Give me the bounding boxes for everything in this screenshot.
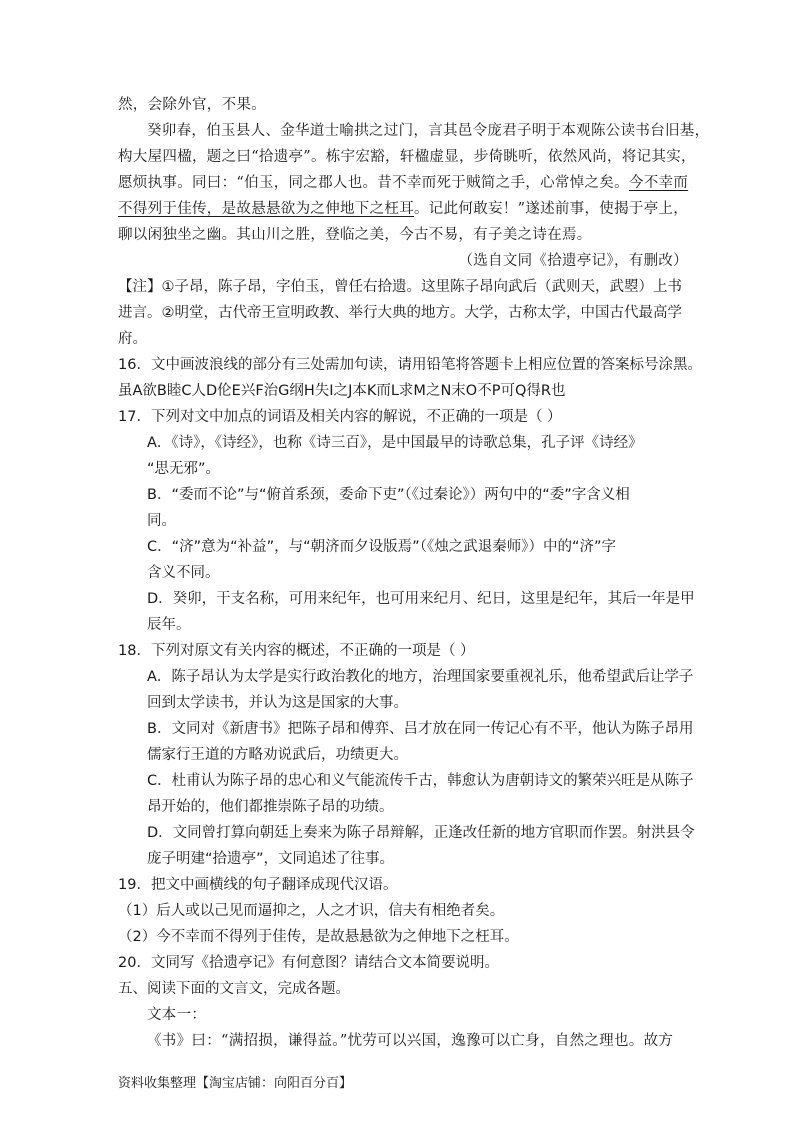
page-footer: 资料收集整理【淘宝店铺：向阳百分百】 <box>118 1076 353 1091</box>
option-c-cont: 含义不同。 <box>147 565 220 581</box>
option-c: C．杜甫认为陈子昂的忠心和义气能流传千古，韩愈认为唐朝诗文的繁荣兴旺是从陈子 <box>147 773 694 789</box>
passage-line: 《书》曰：“满招损，谦得益。”忧劳可以兴国，逸豫可以亡身，自然之理也。故方 <box>147 1033 674 1049</box>
section-5 <box>118 976 690 1054</box>
note-line: 府。 <box>118 331 147 347</box>
sentence-2: （2）今不幸而不得列于佳传，是故悬悬欲为之伸地下之枉耳。 <box>118 929 519 945</box>
passage-line <box>118 196 690 222</box>
passage-text: 愿烦执事。同曰：“伯玉，同之郡人也。昔不幸而死于贼简之手，心常悼之矣。 <box>118 175 629 191</box>
option-b-cont: 同。 <box>147 513 176 529</box>
passage-line: 构大屋四楹，题之曰“拾遗亭”。栋宇宏豁，轩楹虚显，步倚眺听，依然风尚，将记其实， <box>118 149 696 165</box>
question-16 <box>118 352 702 404</box>
option-d: D．文同曾打算向朝廷上奏来为陈子昂辩解，正逢改任新的地方官职而作罢。射洪县令 <box>147 825 695 841</box>
question-19 <box>118 872 690 950</box>
sentence-1: （1）后人或以己见而逼抑之，人之才识，信夫有相绝者矣。 <box>118 903 505 919</box>
option-a: A．陈子昂认为太学是实行政治教化的地方，治理国家要重视礼乐，他希望武后让学子 <box>147 669 694 685</box>
option-c: C．“济”意为“补益”，与“朝济而夕设版焉”（《烛之武退秦师》）中的“济”字 <box>147 539 616 555</box>
option-b: B．文同对《新唐书》把陈子昂和傅弈、吕才放在同一传记心有不平，他认为陈子昂用 <box>147 721 694 737</box>
passage-line: 聊以闲独坐之幽。其山川之胜，登临之美，今古不易，有子美之诗在焉。 <box>118 227 592 243</box>
option-d-cont: 辰年。 <box>147 617 191 633</box>
option-d: D．癸卯，干支名称，可用来纪年，也可用来纪月、纪日，这里是纪年，其后一年是甲 <box>147 591 695 607</box>
option-d-cont: 庞子明建“拾遗亭”，文同追述了往事。 <box>147 851 395 867</box>
punctuation-options: 虽A欲B睦C人D伦E兴F治G纲H失I之J本K而L求M之N末O不P可Q得R也 <box>118 383 566 399</box>
option-b: B．“委而不论”与“俯首系颈，委命下吏”（《过秦论》）两句中的“委”字含义相 <box>147 487 630 503</box>
annotation-note <box>118 274 690 352</box>
option-a-cont: “思无邪”。 <box>147 461 221 477</box>
question-20 <box>118 950 690 976</box>
option-b-cont: 儒家行王道的方略劝说武后，功绩更大。 <box>147 747 408 763</box>
text-label: 文本一： <box>147 1007 207 1023</box>
option-c-cont: 昂开始的，他们都推崇陈子昂的功绩。 <box>147 799 394 815</box>
note-line: 【注】①子昂，陈子昂，字伯玉，曾任右拾遗。这里陈子昂向武后（武则天，武曌）上书 <box>118 279 682 295</box>
passage-source: （选自文同《拾遗亭记》，有删改） <box>458 253 688 269</box>
note-line: 进言。②明堂，古代帝王宣明政教、举行大典的地方。大学，古称太学，中国古代最高学 <box>118 305 682 321</box>
question-17 <box>118 404 695 638</box>
classical-passage <box>118 92 710 274</box>
passage-line: 癸卯春，伯玉县人、金华道士喻拱之过门，言其邑令庞君子明于本观陈公读书台旧基， <box>147 123 710 139</box>
option-a: A．《诗》，《诗经》，也称《诗三百》，是中国最早的诗歌总集，孔子评《诗经》 <box>147 435 643 451</box>
question-stem: 17．下列对文中加点的词语及相关内容的解说，不正确的一项是（ ） <box>118 409 562 425</box>
passage-text: 。记此何敢妄！”遂述前事，使揭于亭上， <box>414 201 689 217</box>
question-stem: 16．文中画波浪线的部分有三处需加句读，请用铅笔将答题卡上相应位置的答案标号涂黑。 <box>118 357 702 373</box>
question-stem: 19．把文中画横线的句子翻译成现代汉语。 <box>118 877 398 893</box>
passage-line: 然，会除外官，不果。 <box>118 97 266 113</box>
question-18 <box>118 638 695 872</box>
underlined-sentence: 不得列于佳传，是故悬悬欲为之伸地下之枉耳 <box>118 201 414 217</box>
option-a-cont: 回到太学读书，并认为这是国家的大事。 <box>147 695 408 711</box>
passage-line <box>118 170 690 196</box>
underlined-sentence: 今不幸而 <box>628 175 689 191</box>
section-title: 五、阅读下面的文言文，完成各题。 <box>118 981 350 997</box>
question-stem: 18．下列对原文有关内容的概述，不正确的一项是（ ） <box>118 643 475 659</box>
question-stem: 20．文同写《拾遗亭记》有何意图？请结合文本简要说明。 <box>118 955 499 971</box>
